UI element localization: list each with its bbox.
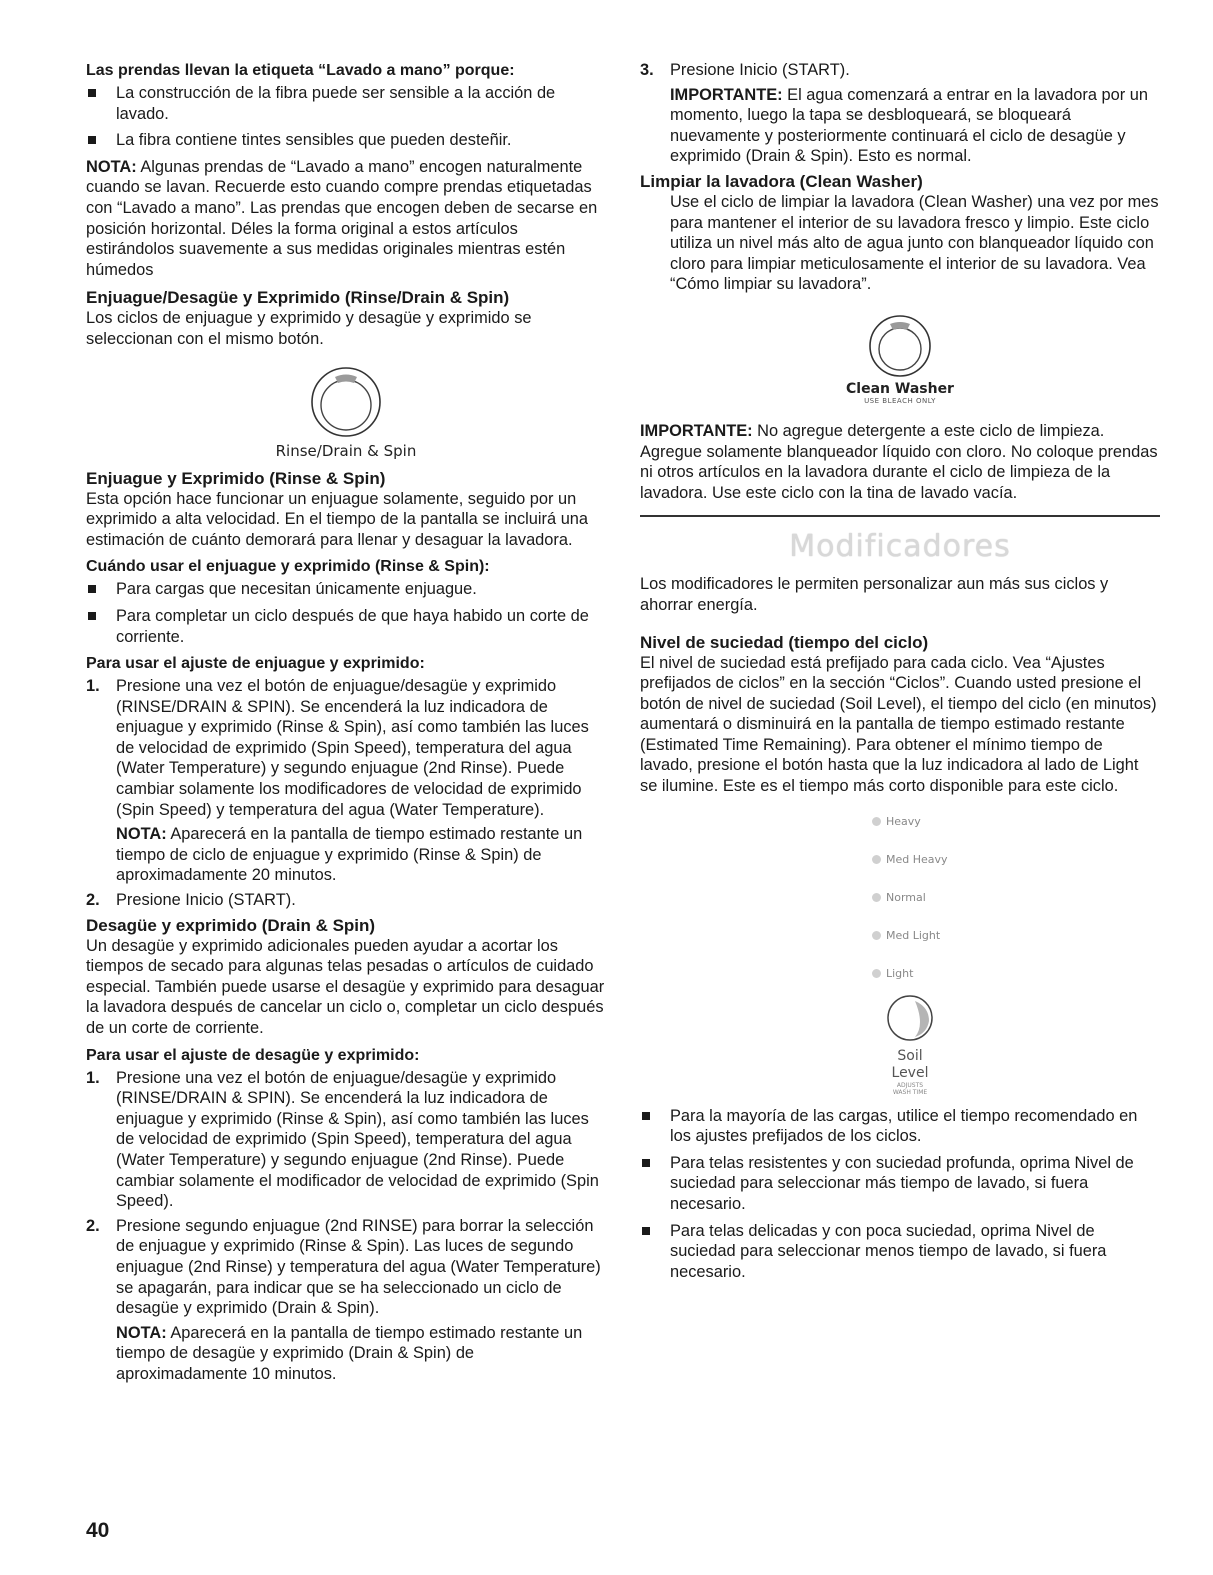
clean-washer-dial-label: Clean Washer	[846, 380, 954, 397]
modifiers-text: Los modificadores le permiten personalizar aun más sus ciclos y ahorrar energía.	[640, 575, 1109, 614]
list-item: Para cargas que necesitan únicamente enjuague.	[86, 579, 606, 600]
use-rinse-steps	[86, 676, 606, 911]
clean-washer-text: Use el ciclo de limpiar la lavadora (Clean Washer) una vez por mes para mantener el interior de su lavadora fresco y limpio. Este ciclo utiliza un nivel más alto de agua junto con blanqueador líquido con cloro para limpiar meticulosamente el interior de su lavadora. Vea “Cómo limpiar su lavadora”.	[670, 192, 1159, 294]
bullet-icon	[88, 136, 96, 144]
soil-level-dial-label: Soil Level	[891, 1047, 929, 1081]
bullet-icon	[88, 89, 96, 97]
clean-washer-dial-sub: USE BLEACH ONLY	[864, 396, 936, 405]
bullet-icon	[88, 612, 96, 620]
rinse-drain-dial-figure	[86, 364, 606, 460]
hand-wash-heading: Las prendas llevan la etiqueta “Lavado a mano” porque:	[86, 62, 515, 79]
soil-indicator-normal: Normal	[872, 879, 1010, 917]
bullet-icon	[642, 1227, 650, 1235]
rinse-spin-text: Esta opción hace funcionar un enjuague solamente, seguido por un exprimido a alta velocidad. En el tiempo de la pantalla se incluirá una estimación de cuánto demorará para llenar y desaguar la lavadora.	[86, 489, 589, 549]
soil-level-dial-icon	[885, 993, 935, 1043]
when-list	[86, 579, 606, 647]
bullet-icon	[88, 585, 96, 593]
right-column	[640, 60, 1160, 1288]
list-item: 2. Presione segundo enjuague (2nd RINSE) para borrar la selección de enjuague y exprimido (Rinse & Spin). Las luces de segundo enjuague (2nd Rinse) y temperatura del agua (Water Temperature) se apagarán, para indicar que se ha seleccionado un ciclo de desagüe y exprimido (Drain & Spin). NOTA: Aparecerá en la pantalla de tiempo estimado restante un tiempo de desagüe y exprimido (Drain & Spin) de aproximadamente 10 minutos.	[86, 1216, 606, 1385]
indicator-light-icon	[872, 931, 881, 940]
list-item: La fibra contiene tintes sensibles que pueden desteñir.	[86, 130, 606, 151]
soil-indicator-med-heavy: Med Heavy	[872, 841, 1010, 879]
start-important: IMPORTANTE: El agua comenzará a entrar en la lavadora por un momento, luego la tapa se desbloqueará, se bloqueará nuevamente y posteriormente continuará el ciclo de desagüe y exprimido (Drain & Spin). Esto es normal.	[670, 85, 1148, 166]
list-item: 1. Presione una vez el botón de enjuague/desagüe y exprimido (RINSE/DRAIN & SPIN). Se encenderá la luz indicadora de enjuague y exprimido (Rinse & Spin), así como también las luces de velocidad de exprimido (Spin Speed), temperatura del agua (Water Temperature) y segundo enjuague (2nd Rinse). Puede cambiar solamente el modificador de velocidad de exprimido (Spin Speed).	[86, 1068, 599, 1211]
soil-level-figure	[810, 803, 1010, 1096]
hand-wash-note: NOTA: Algunas prendas de “Lavado a mano” encogen naturalmente cuando se lavan. Recuerde esto cuando compre prendas etiquetadas con “Lavado a mano”. Las prendas que encogen deben de secarse en posición horizontal. Déles la forma original a estos artículos estirándolos suavemente a sus medidas originales mientras estén húmedos	[86, 157, 598, 279]
clean-washer-important: IMPORTANTE: No agregue detergente a este ciclo de limpieza. Agregue solamente blanqueador líquido con cloro. No coloque prendas ni otros artículos en la lavadora durante el ciclo de limpieza de la lavadora. Use este ciclo con la tina de lavado vacía.	[640, 421, 1158, 502]
rinse-spin-heading: Enjuague y Exprimido (Rinse & Spin)	[86, 468, 386, 488]
list-item: Para telas resistentes y con suciedad profunda, oprima Nivel de suciedad para seleccionar más tiempo de lavado, si fuera necesario.	[640, 1153, 1160, 1215]
use-drain-steps	[86, 1068, 606, 1385]
soil-indicator-light: Light	[872, 955, 1010, 993]
page-number: 40	[86, 1519, 110, 1542]
left-column	[86, 60, 606, 1389]
section-divider	[640, 515, 1160, 517]
soil-level-indicators	[810, 803, 1010, 993]
use-drain-heading: Para usar el ajuste de desagüe y exprimido:	[86, 1046, 420, 1064]
hand-wash-list	[86, 83, 606, 151]
soil-indicator-med-light: Med Light	[872, 917, 1010, 955]
bullet-icon	[642, 1159, 650, 1167]
soil-level-list	[640, 1106, 1160, 1283]
list-item: 1. Presione una vez el botón de enjuague/desagüe y exprimido (RINSE/DRAIN & SPIN). Se encenderá la luz indicadora de enjuague y exprimido (Rinse & Spin), así como también las luces de velocidad de exprimido (Spin Speed), temperatura del agua (Water Temperature) y segundo enjuague (2nd Rinse). Puede cambiar solamente los modificadores de velocidad de exprimido (Spin Speed) y temperatura del agua (Water Temperature). NOTA: Aparecerá en la pantalla de tiempo estimado restante un tiempo de ciclo de enjuague y exprimido (Rinse & Spin) de aproximadamente 20 minutos.	[86, 676, 606, 886]
clean-washer-dial-icon	[867, 313, 933, 379]
list-item: Para completar un ciclo después de que haya habido un corte de corriente.	[86, 606, 606, 647]
list-item: Para telas delicadas y con poca suciedad, oprima Nivel de suciedad para seleccionar menos tiempo de lavado, si fuera necesario.	[640, 1221, 1160, 1283]
list-item: 2. Presione Inicio (START).	[86, 891, 296, 910]
use-rinse-heading: Para usar el ajuste de enjuague y exprimido:	[86, 655, 425, 673]
clean-washer-heading: Limpiar la lavadora (Clean Washer)	[640, 171, 923, 191]
list-item: La construcción de la fibra puede ser sensible a la acción de lavado.	[86, 83, 606, 124]
use-drain-note: NOTA: Aparecerá en la pantalla de tiempo estimado restante un tiempo de desagüe y exprimido (Drain & Spin) de aproximadamente 10 minutos.	[116, 1323, 583, 1383]
soil-level-dial-sub: ADJUSTS WASH TIME	[892, 1081, 928, 1096]
modifiers-title: Modificadores	[789, 529, 1011, 565]
start-step	[640, 60, 1160, 167]
list-item: Para la mayoría de las cargas, utilice el tiempo recomendado en los ajustes prefijados de los ciclos.	[640, 1106, 1160, 1147]
soil-indicator-heavy: Heavy	[872, 803, 1010, 841]
indicator-light-icon	[872, 855, 881, 864]
indicator-light-icon	[872, 969, 881, 978]
rinse-drain-heading: Enjuague/Desagüe y Exprimido (Rinse/Drain & Spin)	[86, 288, 510, 308]
soil-level-dial	[810, 993, 1010, 1048]
soil-level-text: El nivel de suciedad está prefijado para cada ciclo. Vea “Ajustes prefijados de ciclos” en la sección “Ciclos”. Cuando usted presione el botón de nivel de suciedad (Soil Level), el tiempo del ciclo (en minutos) aumentará o disminuirá en la pantalla de tiempo estimado restante (Estimated Time Remaining). Para obtener el mínimo tiempo de lavado, presione el botón hasta que la luz indicadora al lado de Light se ilumine. Este es el tiempo más corto disponible para este ciclo.	[640, 653, 1157, 796]
drain-spin-text: Un desagüe y exprimido adicionales pueden ayudar a acortar los tiempos de secado para algunas telas pesadas o artículos de cuidado especial. También puede usarse el desagüe y exprimido para desaguar la lavadora después de cancelar un ciclo o, completar un ciclo después de un corte de corriente.	[86, 936, 605, 1037]
indicator-light-icon	[872, 817, 881, 826]
soil-level-heading: Nivel de suciedad (tiempo del ciclo)	[640, 632, 929, 652]
when-heading: Cuándo usar el enjuague y exprimido (Rinse & Spin):	[86, 558, 490, 576]
rinse-drain-dial-label: Rinse/Drain & Spin	[275, 441, 417, 460]
bullet-icon	[642, 1112, 650, 1120]
list-item: 3. Presione Inicio (START). IMPORTANTE: El agua comenzará a entrar en la lavadora por un momento, luego la tapa se desbloqueará, se bloqueará nuevamente y posteriormente continuará el ciclo de desagüe y exprimido (Drain & Spin). Esto es normal.	[640, 60, 1160, 167]
clean-washer-dial-figure	[640, 313, 1160, 405]
drain-spin-heading: Desagüe y exprimido (Drain & Spin)	[86, 915, 376, 935]
indicator-light-icon	[872, 893, 881, 902]
rinse-drain-dial-icon	[308, 364, 384, 440]
rinse-drain-text: Los ciclos de enjuague y exprimido y desagüe y exprimido se seleccionan con el mismo botón.	[86, 309, 532, 348]
use-rinse-note: NOTA: Aparecerá en la pantalla de tiempo estimado restante un tiempo de ciclo de enjuague y exprimido (Rinse & Spin) de aproximadamente 20 minutos.	[116, 825, 583, 885]
